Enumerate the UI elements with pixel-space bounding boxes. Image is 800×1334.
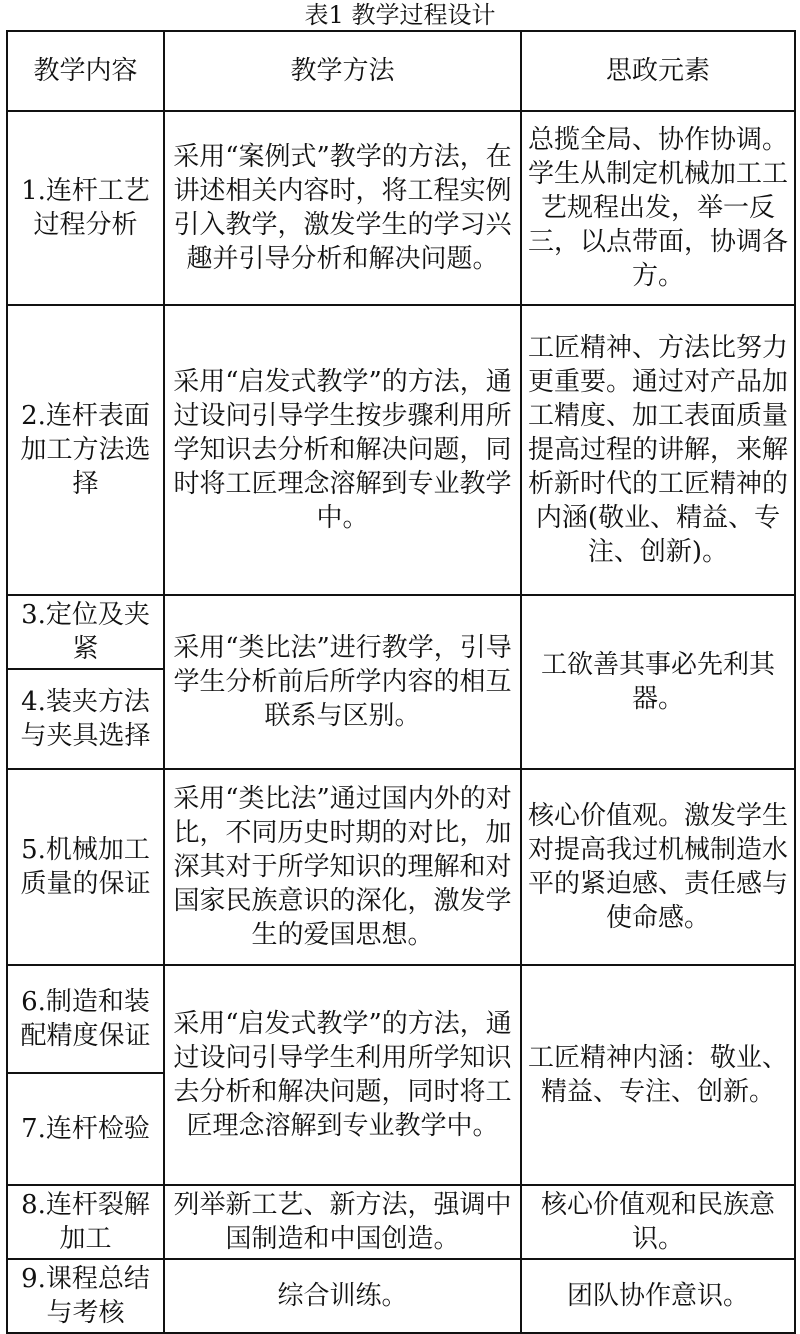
element-cell: 工匠精神、方法比努力更重要。通过对产品加工精度、加工表面质量提高过程的讲解，来解析新时代的工匠精神的内涵(敬业、精益、专注、创新)。 xyxy=(521,305,795,595)
method-cell: 采用“启发式教学”的方法，通过设问引导学生利用所学知识去分析和解决问题，同时将工匠理念溶解到专业教学中。 xyxy=(164,965,521,1185)
table-row xyxy=(7,111,795,305)
content-cell: 7.连杆检验 xyxy=(7,1073,164,1185)
table-row xyxy=(7,1185,795,1259)
content-cell: 8.连杆裂解加工 xyxy=(7,1185,164,1259)
table-row xyxy=(7,769,795,965)
element-cell: 总揽全局、协作协调。学生从制定机械加工工艺规程出发，举一反三，以点带面，协调各方。 xyxy=(521,111,795,305)
element-cell: 核心价值观。激发学生对提高我过机械制造水平的紧迫感、责任感与使命感。 xyxy=(521,769,795,965)
content-cell: 1.连杆工艺过程分析 xyxy=(7,111,164,305)
method-cell: 综合训练。 xyxy=(164,1259,521,1333)
element-cell: 工欲善其事必先利其器。 xyxy=(521,595,795,769)
content-cell: 6.制造和装配精度保证 xyxy=(7,965,164,1073)
table-caption: 表1 教学过程设计 xyxy=(304,1,496,29)
table-row xyxy=(7,595,795,669)
header-method: 教学方法 xyxy=(164,31,521,111)
table-row xyxy=(7,1259,795,1333)
header-element: 思政元素 xyxy=(521,31,795,111)
content-cell: 2.连杆表面加工方法选择 xyxy=(7,305,164,595)
element-cell: 核心价值观和民族意识。 xyxy=(521,1185,795,1259)
content-cell: 4.装夹方法与夹具选择 xyxy=(7,669,164,769)
table-row xyxy=(7,305,795,595)
method-cell: 采用“案例式”教学的方法，在讲述相关内容时，将工程实例引入教学，激发学生的学习兴趣并引导分析和解决问题。 xyxy=(164,111,521,305)
header-content: 教学内容 xyxy=(7,31,164,111)
method-cell: 采用“类比法”进行教学，引导学生分析前后所学内容的相互联系与区别。 xyxy=(164,595,521,769)
method-cell: 列举新工艺、新方法，强调中国制造和中国创造。 xyxy=(164,1185,521,1259)
element-cell: 团队协作意识。 xyxy=(521,1259,795,1333)
table-row xyxy=(7,965,795,1073)
content-cell: 9.课程总结与考核 xyxy=(7,1259,164,1333)
method-cell: 采用“类比法”通过国内外的对比，不同历史时期的对比，加深其对于所学知识的理解和对国家民族意识的深化，激发学生的爱国思想。 xyxy=(164,769,521,965)
method-cell: 采用“启发式教学”的方法，通过设问引导学生按步骤利用所学知识去分析和解决问题，同时将工匠理念溶解到专业教学中。 xyxy=(164,305,521,595)
content-cell: 3.定位及夹紧 xyxy=(7,595,164,669)
content-cell: 5.机械加工质量的保证 xyxy=(7,769,164,965)
teaching-process-table xyxy=(6,30,796,1334)
table-header-row xyxy=(7,31,795,111)
element-cell: 工匠精神内涵：敬业、精益、专注、创新。 xyxy=(521,965,795,1185)
